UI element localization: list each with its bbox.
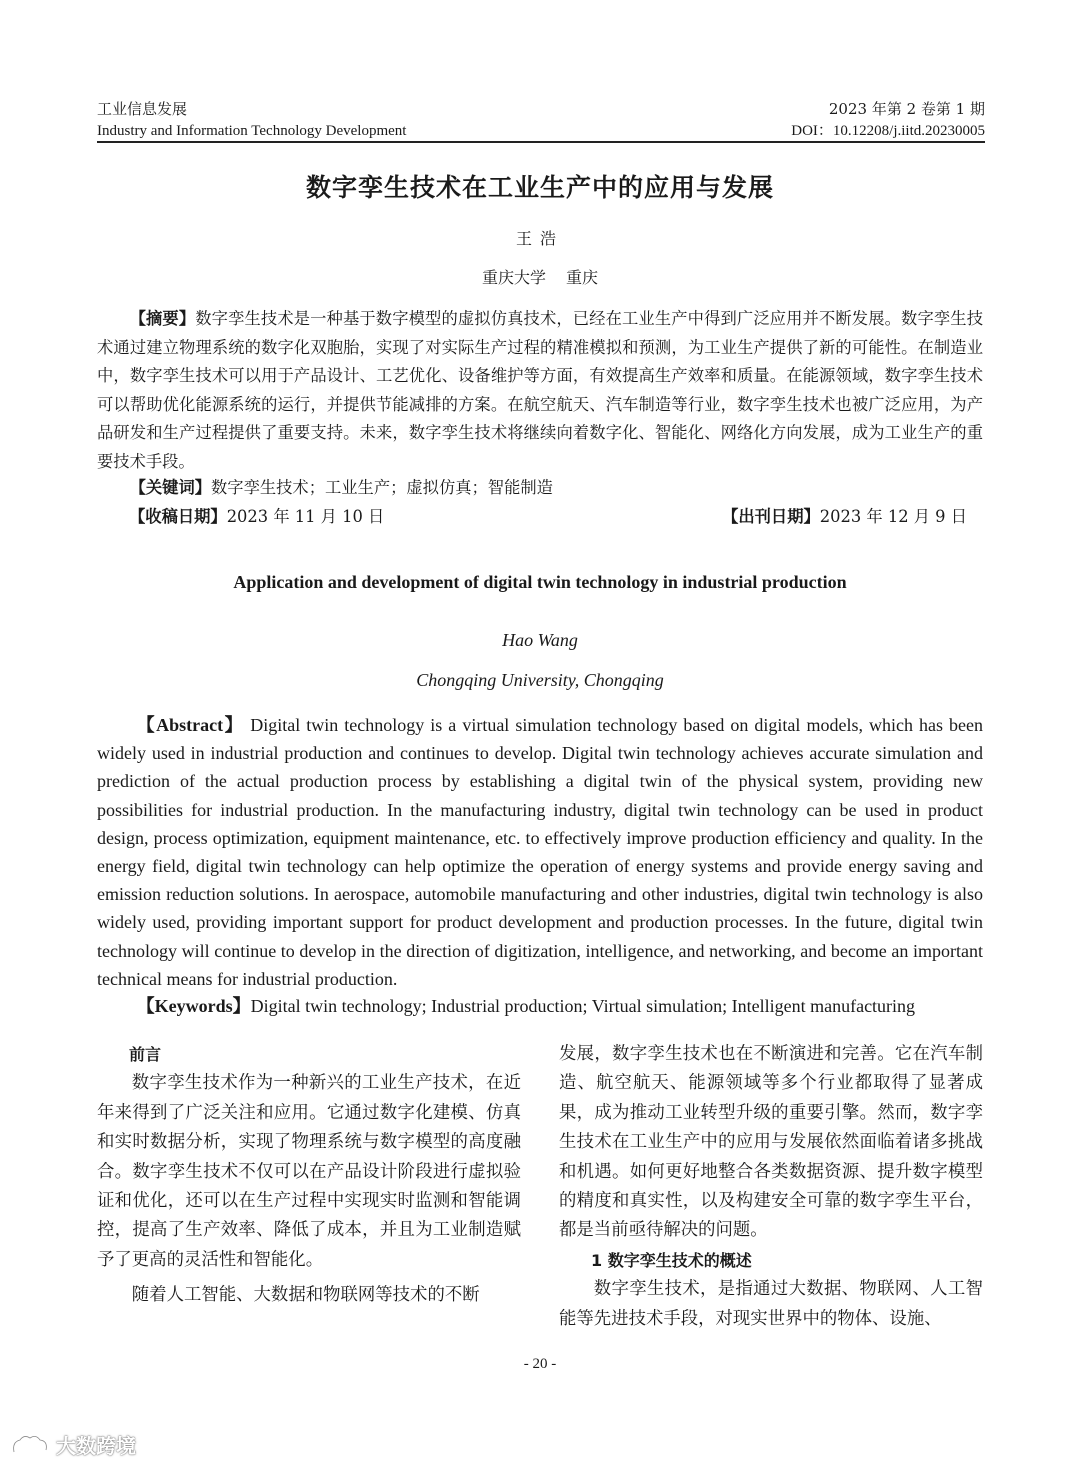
journal-name-en: Industry and Information Technology Development bbox=[97, 123, 407, 139]
received-value: 2023 年 11 月 10 日 bbox=[226, 507, 385, 526]
doi[interactable]: DOI：10.12208/j.iitd.20230005 bbox=[791, 123, 985, 139]
keywords-en-label: 【Keywords】 bbox=[136, 996, 251, 1016]
keywords-cn bbox=[97, 474, 983, 502]
abstract-en-label: 【Abstract】 bbox=[136, 715, 245, 735]
author-en: Hao Wang bbox=[502, 630, 578, 650]
section-1-heading: 1 数字孪生技术的概述 bbox=[591, 1250, 752, 1270]
issue-info: 2023 年第 2 卷第 1 期 bbox=[828, 100, 985, 118]
received-date bbox=[129, 503, 384, 531]
abstract-en-text: Digital twin technology is a virtual simulation technology based on digital models, which has been widely used in industrial production and continues to develop. Digital twin technology achieves accurate simulation and prediction of the actual production process by establishing a digital twin of the physical system, providing new possibilities for industrial production. In the manufacturing industry, digital twin technology can be used in product design, process optimization, equipment maintenance, etc. to effectively improve production efficiency and quality. In the energy field, digital twin technology can help optimize the operation of energy systems and provide energy saving and emission reduction solutions. In aerospace, automobile manufacturing and other industries, digital twin technology is also widely used, providing important support for product development and production processes. In the future, digital twin technology will continue to develop in the direction of digitization, intelligence, and networking, and become an important technical means for industrial production. bbox=[97, 715, 983, 989]
keywords-en-text: Digital twin technology; Industrial production; Virtual simulation; Intelligent manufacturing bbox=[250, 996, 916, 1016]
body-paragraph: 数字孪生技术，是指通过大数据、物联网、人工智能等先进技术手段，对现实世界中的物体、设施、 bbox=[559, 1279, 983, 1329]
author-cn: 王浩 bbox=[515, 229, 564, 248]
paper-title-en: Application and development of digital twin technology in industrial production bbox=[233, 572, 847, 592]
body-paragraph: 数字孪生技术作为一种新兴的工业生产技术，在近年来得到了广泛关注和应用。它通过数字化建模、仿真和实时数据分析，实现了物理系统与数字模型的高度融合。数字孪生技术不仅可以在产品设计阶段进行虚拟验证和优化，还可以在生产过程中实现实时监测和智能调控，提高了生产效率、降低了成本，并且为工业制造赋予了更高的灵活性和智能化。 bbox=[97, 1073, 521, 1270]
body-column-left bbox=[97, 1040, 521, 1311]
page-number: - 20 - bbox=[523, 1356, 557, 1372]
watermark-text: 大数跨境 bbox=[56, 1434, 136, 1458]
affiliation-en: Chongqing University, Chongqing bbox=[416, 670, 664, 690]
affiliation-city-cn: 重庆 bbox=[566, 268, 599, 287]
abstract-en bbox=[97, 711, 983, 993]
body-column-right bbox=[559, 1040, 983, 1334]
received-label: 【收稿日期】 bbox=[129, 507, 227, 526]
abstract-cn-text: 数字孪生技术是一种基于数字模型的虚拟仿真技术，已经在工业生产中得到广泛应用并不断发展。数字孪生技术通过建立物理系统的数字化双胞胎，实现了对实际生产过程的精准模拟和预测，为工业生产提供了新的可能性。在制造业中，数字孪生技术可以用于产品设计、工艺优化、设备维护等方面，有效提高生产效率和质量。在能源领域，数字孪生技术可以帮助优化能源系统的运行，并提供节能减排的方案。在航空航天、汽车制造等行业，数字孪生技术也被广泛应用，为产品研发和生产过程提供了重要支持。未来，数字孪生技术将继续向着数字化、智能化、网络化方向发展，成为工业生产的重要技术手段。 bbox=[97, 309, 983, 471]
body-paragraph: 随着人工智能、大数据和物联网等技术的不断 bbox=[131, 1285, 480, 1306]
published-date bbox=[722, 503, 967, 531]
abstract-cn-label: 【摘要】 bbox=[129, 309, 196, 328]
abstract-cn bbox=[97, 305, 983, 476]
header-rule bbox=[97, 141, 985, 143]
preface-heading: 前言 bbox=[129, 1045, 162, 1064]
published-value: 2023 年 12 月 9 日 bbox=[819, 507, 967, 526]
journal-name-cn: 工业信息发展 bbox=[97, 100, 188, 118]
affiliation-cn bbox=[0, 265, 1080, 288]
keywords-en bbox=[97, 992, 983, 1020]
affiliation-institution-cn: 重庆大学 bbox=[481, 268, 546, 287]
published-label: 【出刊日期】 bbox=[722, 507, 820, 526]
watermark bbox=[10, 1430, 136, 1459]
watermark-logo-icon bbox=[10, 1432, 50, 1458]
body-paragraph: 发展，数字孪生技术也在不断演进和完善。它在汽车制造、航空航天、能源领域等多个行业都取得了显著成果，成为推动工业转型升级的重要引擎。然而，数字孪生技术在工业生产中的应用与发展依然面临着诸多挑战和机遇。如何更好地整合各类数据资源、提升数字模型的精度和真实性，以及构建安全可靠的数字孪生平台，都是当前亟待解决的问题。 bbox=[559, 1044, 983, 1241]
paper-title-cn: 数字孪生技术在工业生产中的应用与发展 bbox=[305, 173, 774, 202]
keywords-cn-label: 【关键词】 bbox=[129, 478, 212, 497]
keywords-cn-text: 数字孪生技术；工业生产；虚拟仿真；智能制造 bbox=[211, 478, 553, 497]
